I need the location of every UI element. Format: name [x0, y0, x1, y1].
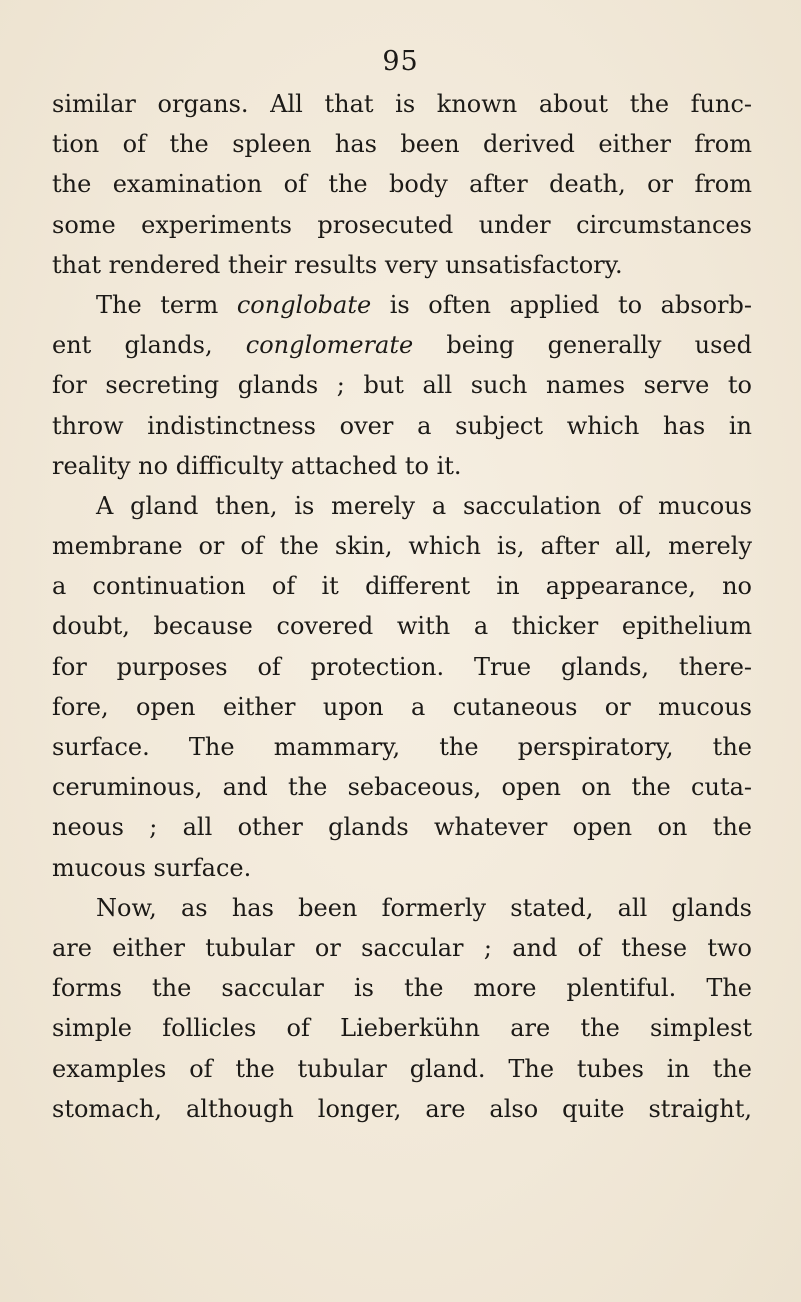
text-line: similar organs. All that is known about the func- [52, 90, 752, 118]
text-line: doubt, because covered with a thicker epithelium [52, 612, 752, 641]
text-line: the examination of the body after death, or from [52, 170, 752, 199]
text-line: forms the saccular is the more plentiful. The [52, 974, 752, 1003]
text-line: mucous surface. [52, 853, 252, 882]
text-line: a continuation of it different in appearance, no [52, 572, 752, 601]
text-line: are either tubular or saccular ; and of these two [52, 933, 752, 962]
text-line: tion of the spleen has been derived either from [52, 130, 752, 159]
text-line: throw indistinctness over a subject which has in [52, 411, 752, 440]
text-line: The term conglobate is often applied to absorb- [96, 290, 752, 319]
text-line: surface. The mammary, the perspiratory, the [52, 733, 752, 761]
text-line: ceruminous, and the sebaceous, open on the cuta- [52, 773, 752, 802]
text-line: that rendered their results very unsatisfactory. [52, 250, 623, 279]
text-line: for secreting glands ; but all such names serve to [52, 371, 752, 400]
text-line: fore, open either upon a cutaneous or mucous [52, 692, 752, 721]
text-line: membrane or of the skin, which is, after all, merely [52, 532, 752, 561]
italic-term: conglomerate [245, 331, 414, 360]
text-line: reality no difficulty attached to it. [52, 451, 462, 480]
text-line: Now, as has been formerly stated, all glands [96, 893, 752, 922]
text-line: some experiments prosecuted under circumstances [52, 210, 752, 239]
text-line: stomach, although longer, are also quite straight, [52, 1094, 752, 1123]
body-text [52, 84, 752, 1129]
text-line: examples of the tubular gland. The tubes in the [52, 1054, 752, 1083]
text-line: A gland then, is merely a sacculation of mucous [96, 491, 752, 520]
text-line: ent glands, conglomerate being generally used [52, 331, 752, 360]
page-number: 95 [382, 46, 419, 77]
italic-term: conglobate [236, 290, 372, 319]
text-line: neous ; all other glands whatever open on the [52, 813, 752, 842]
text-line: simple follicles of Lieberkühn are the simplest [52, 1014, 752, 1043]
text-line: for purposes of protection. True glands, there- [52, 652, 752, 681]
